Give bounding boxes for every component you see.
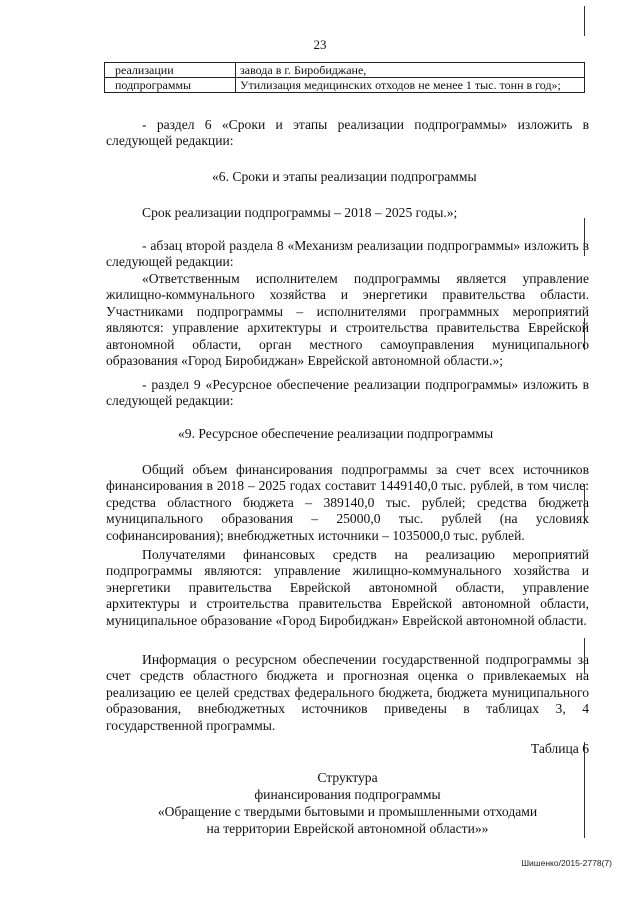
table-cell: реализации bbox=[105, 63, 236, 78]
heading-section6: «6. Сроки и этапы реализации подпрограммы bbox=[212, 169, 477, 184]
table-label: Таблица 6 bbox=[530, 741, 589, 756]
page-number: 23 bbox=[313, 37, 327, 52]
scan-margin-line bbox=[584, 6, 585, 36]
paragraph-section8-text: «Ответственным исполнителем подпрограммы является управление жилищно-коммунального хозяйства и энергетики правительства области. Участниками подпрограммы – исполнителями программных мероприятий являются: управление архитектуры и строительства правительства Еврейской автономной области, орган местного самоуправления муниципального образования «Город Биробиджан» Еврейской автономной области.»; bbox=[106, 271, 589, 369]
table-row bbox=[105, 78, 585, 93]
scan-margin-line bbox=[584, 318, 585, 350]
structure-title-line2: финансирования подпрограммы bbox=[254, 787, 441, 802]
footer-stamp: Шишенко/2015-2778(7) bbox=[521, 858, 612, 868]
structure-title-line3: «Обращение с твердыми бытовыми и промышленными отходами bbox=[157, 804, 538, 819]
table-row bbox=[105, 63, 585, 78]
table-cell: подпрограммы bbox=[105, 78, 236, 93]
paragraph-resource-info: Информация о ресурсном обеспечении государственной подпрограммы за счет средств областного бюджета и прогнозная оценка о привлекаемых на реализацию ее целей средствах федерального бюджета, бюджета муниципального образования, внебюджетных источников приведены в таблицах 3, 4 государственной программы. bbox=[106, 652, 589, 733]
table-cell: Утилизация медицинских отходов не менее 1 тыс. тонн в год»; bbox=[236, 78, 585, 93]
scan-margin-line bbox=[584, 484, 585, 524]
table-fragment bbox=[104, 62, 585, 93]
scan-margin-line bbox=[584, 638, 585, 674]
paragraph-recipients: Получателями финансовых средств на реализацию мероприятий подпрограммы являются: управление жилищно-коммунального хозяйства и энергетики правительства Еврейской автономной области, управление архитектуры и строительства правительства Еврейской автономной области, муниципальное образование «Город Биробиджан» Еврейской автономной области. bbox=[106, 547, 589, 628]
paragraph-section9-instruction: - раздел 9 «Ресурсное обеспечение реализации подпрограммы» изложить в следующей редакции: bbox=[106, 377, 589, 409]
paragraph-section6-instruction: - раздел 6 «Сроки и этапы реализации подпрограммы» изложить в следующей редакции: bbox=[106, 117, 589, 149]
paragraph-term: Срок реализации подпрограммы – 2018 – 2025 годы.»; bbox=[142, 205, 458, 220]
structure-title-line4: на территории Еврейской автономной области»» bbox=[206, 821, 489, 836]
structure-title-line1: Структура bbox=[317, 770, 378, 785]
scan-margin-line bbox=[584, 218, 585, 256]
paragraph-section8-instruction: - абзац второй раздела 8 «Механизм реализации подпрограммы» изложить в следующей редакции: bbox=[106, 238, 589, 270]
paragraph-financing: Общий объем финансирования подпрограммы за счет всех источников финансирования в 2018 – 2025 годах составит 1449140,0 тыс. рублей, в том числе: средства областного бюджета – 389140,0 тыс. рублей; средства бюджета муниципального образования – 25000,0 тыс. рублей (на условиях софинансирования); внебюджетных источники – 1035000,0 тыс. рублей. bbox=[106, 462, 589, 543]
scan-margin-line bbox=[584, 742, 585, 838]
heading-section9: «9. Ресурсное обеспечение реализации подпрограммы bbox=[178, 426, 494, 441]
table-cell: завода в г. Биробиджане, bbox=[236, 63, 585, 78]
